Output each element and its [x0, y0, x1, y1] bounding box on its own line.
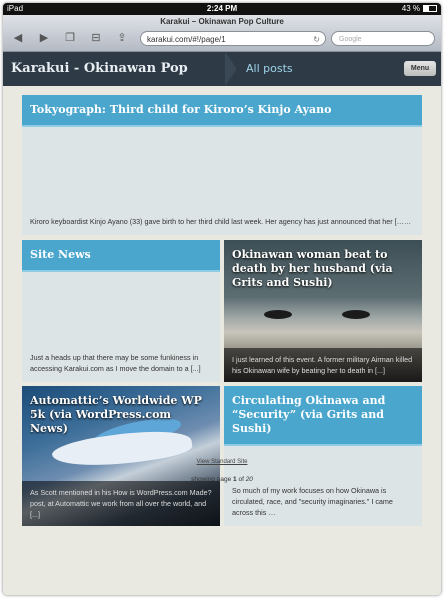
pagination-info: showing page 1 of 20 [191, 476, 253, 483]
battery-indicator [402, 4, 437, 13]
post-title[interactable]: Site News [22, 240, 220, 272]
url-text: karakui.com/#!/page/1 [147, 35, 226, 44]
device-name: iPad [7, 4, 24, 13]
share-icon[interactable]: ⇪ [117, 32, 127, 44]
page-title: Karakui – Okinawan Pop Culture [160, 17, 284, 26]
site-header [3, 52, 441, 86]
status-bar [3, 3, 441, 15]
bookmarks-icon[interactable]: ⊟ [91, 32, 101, 44]
post-title[interactable]: Automattic’s Worldwide WP 5k (via WordPress.com News) [30, 394, 202, 435]
post-excerpt: Kiroro keyboardist Kinjo Ayano (33) gave birth to her third child last week. Her agency has just announced that her […… [30, 217, 412, 226]
post-grid [3, 87, 441, 595]
battery-percent: 43 % [401, 4, 420, 13]
ipad-screen [3, 3, 441, 595]
post-title[interactable]: Circulating Okinawa and “Security” (via Grits and Sushi) [224, 386, 422, 446]
tabs-icon[interactable]: ❐ [65, 32, 75, 44]
post-card[interactable] [224, 386, 422, 526]
browser-toolbar [3, 15, 441, 52]
address-bar[interactable] [140, 31, 326, 46]
total-pages: 20 [245, 476, 253, 483]
post-card[interactable] [22, 95, 422, 235]
view-standard-site-link[interactable]: View Standard Site [196, 459, 248, 465]
forward-icon[interactable]: ▶ [39, 32, 49, 44]
post-card[interactable] [22, 386, 220, 526]
post-card[interactable] [224, 240, 422, 382]
post-excerpt: As Scott mentioned in his How is WordPress.com Made? post, at Automattic we work from all over the world, and [...] [22, 481, 220, 526]
breadcrumb-arrow-icon [225, 52, 237, 86]
post-excerpt: Just a heads up that there may be some funkiness in accessing Karakui.com as I move the domain to a [...] [30, 353, 201, 373]
site-brand[interactable]: Karakui - Okinawan Pop [11, 61, 188, 76]
clock: 2:24 PM [206, 4, 238, 13]
current-page: 1 [233, 476, 237, 483]
back-icon[interactable]: ◀ [13, 32, 23, 44]
post-title[interactable]: Tokyograph: Third child for Kiroro’s Kinjo Ayano [22, 95, 422, 127]
search-input[interactable]: Google [331, 31, 435, 46]
post-excerpt: So much of my work focuses on how Okinawa is circulated, race, and "security imaginaries." I came across this … [232, 486, 393, 517]
page-footer [3, 459, 441, 483]
post-card[interactable] [22, 240, 220, 382]
menu-button[interactable]: Menu [404, 61, 436, 76]
reload-icon[interactable]: ↻ [313, 35, 320, 44]
battery-icon [423, 5, 437, 12]
post-title[interactable]: Okinawan woman beat to death by her husband (via Grits and Sushi) [232, 248, 393, 289]
post-excerpt: I just learned of this event. A former military Airman killed his Okinawan wife by beating her to death in [...] [224, 348, 422, 382]
all-posts-link[interactable]: All posts [246, 62, 293, 75]
